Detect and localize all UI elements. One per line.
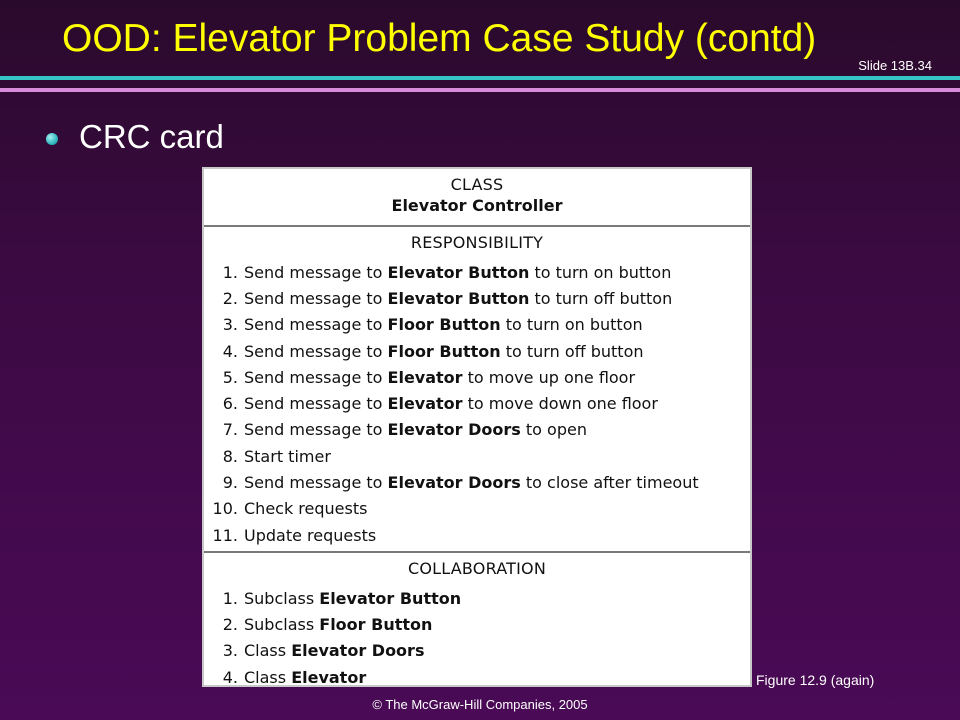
responsibility-item-number: 10. — [212, 499, 238, 519]
responsibility-item-text-plain: Send message to — [244, 315, 388, 335]
title-rule-pink — [0, 88, 960, 92]
responsibility-item-number: 6. — [222, 394, 238, 414]
collaboration-item — [204, 638, 750, 664]
copyright-footer: © The McGraw-Hill Companies, 2005 — [372, 697, 588, 712]
collaboration-item-text-bold: Floor Button — [319, 614, 433, 634]
collaboration-item — [204, 664, 750, 690]
responsibility-item — [204, 522, 750, 548]
collaboration-item-text-bold: Elevator Doors — [291, 641, 425, 661]
collaboration-item-number: 3. — [222, 641, 238, 661]
responsibility-item-text-plain: to turn off button — [500, 341, 644, 361]
responsibility-item-text — [244, 420, 587, 439]
responsibility-heading: RESPONSIBILITY — [410, 233, 544, 252]
crc-collaboration-section — [204, 553, 750, 685]
collaboration-item-text — [244, 641, 424, 660]
responsibility-item-text — [244, 473, 699, 492]
collaboration-item-text — [244, 589, 461, 608]
responsibility-item-text-plain: to turn on button — [529, 262, 672, 282]
collaboration-item-number: 2. — [222, 614, 238, 634]
responsibility-item-number: 2. — [222, 288, 238, 308]
figure-caption: Figure 12.9 (again) — [756, 672, 875, 688]
responsibility-item-text-plain: Send message to — [244, 473, 388, 493]
responsibility-item-number: 7. — [222, 420, 238, 440]
collaboration-item-text-plain: Class — [244, 641, 292, 661]
responsibility-item-text-plain: to turn off button — [529, 288, 673, 308]
responsibility-item-number: 4. — [222, 341, 238, 361]
responsibility-item — [204, 285, 750, 311]
responsibility-item-text-bold: Elevator Button — [387, 288, 530, 308]
responsibility-item-text-bold: Floor Button — [387, 315, 501, 335]
collaboration-heading: COLLABORATION — [407, 559, 547, 578]
collaboration-item-text-plain: Subclass — [244, 614, 320, 634]
collaboration-item-text — [244, 668, 366, 687]
responsibility-item — [204, 417, 750, 443]
collaboration-item-text-bold: Elevator — [291, 667, 367, 687]
responsibility-item-text-plain: Check requests — [244, 499, 368, 519]
slide-number: Slide 13B.34 — [858, 58, 932, 73]
responsibility-item-text-plain: to turn on button — [500, 315, 643, 335]
crc-card — [202, 167, 752, 687]
responsibility-item — [204, 469, 750, 495]
responsibility-list — [204, 259, 750, 548]
responsibility-item-text-bold: Floor Button — [387, 341, 501, 361]
responsibility-item-text-bold: Elevator — [387, 394, 463, 414]
collaboration-item-number: 1. — [222, 588, 238, 608]
collaboration-item-text-bold: Elevator Button — [319, 588, 462, 608]
responsibility-item — [204, 496, 750, 522]
responsibility-item-text-plain: Start timer — [244, 446, 331, 466]
collaboration-item-text-plain: Subclass — [244, 588, 320, 608]
collaboration-item — [204, 585, 750, 611]
class-heading: CLASS — [450, 175, 504, 194]
bullet-text: CRC card — [79, 118, 224, 155]
collaboration-item-number: 4. — [222, 667, 238, 687]
responsibility-item — [204, 259, 750, 285]
crc-responsibility-section — [204, 227, 750, 551]
responsibility-item-text-plain: to open — [520, 420, 587, 440]
responsibility-item-text-plain: Send message to — [244, 341, 388, 361]
responsibility-item-number: 9. — [222, 473, 238, 493]
responsibility-item-text-bold: Elevator Doors — [387, 473, 521, 493]
responsibility-item-text-plain: Send message to — [244, 394, 388, 414]
responsibility-item-text-plain: Send message to — [244, 420, 388, 440]
responsibility-item-text — [244, 368, 635, 387]
responsibility-item-number: 8. — [222, 446, 238, 466]
responsibility-item-text — [244, 263, 671, 282]
responsibility-item-number: 1. — [222, 262, 238, 282]
collaboration-item-text — [244, 615, 432, 634]
responsibility-item-text — [244, 394, 658, 413]
collaboration-item-text-plain: Class — [244, 667, 292, 687]
responsibility-item-text — [244, 499, 367, 518]
title-rule-cyan — [0, 76, 960, 80]
responsibility-item-text — [244, 289, 672, 308]
responsibility-item-number: 11. — [212, 525, 238, 545]
collaboration-list — [204, 585, 750, 690]
responsibility-item-text-bold: Elevator Doors — [387, 420, 521, 440]
responsibility-item-text-plain: Update requests — [244, 525, 377, 545]
responsibility-item-text-plain: Send message to — [244, 262, 388, 282]
responsibility-item — [204, 390, 750, 416]
responsibility-item — [204, 443, 750, 469]
responsibility-item-text-bold: Elevator — [387, 367, 463, 387]
responsibility-item-text — [244, 315, 643, 334]
responsibility-item-text — [244, 526, 376, 545]
collaboration-item — [204, 611, 750, 637]
responsibility-item-text-bold: Elevator Button — [387, 262, 530, 282]
responsibility-item-text-plain: to close after timeout — [520, 473, 699, 493]
responsibility-item-number: 5. — [222, 367, 238, 387]
responsibility-item — [204, 312, 750, 338]
bullet-dot-icon — [46, 133, 58, 145]
responsibility-item-text — [244, 447, 331, 466]
slide-title: OOD: Elevator Problem Case Study (contd) — [62, 17, 817, 60]
crc-class-section — [204, 169, 750, 225]
responsibility-item — [204, 364, 750, 390]
responsibility-item-text-plain: Send message to — [244, 367, 388, 387]
responsibility-item-text-plain: to move down one floor — [462, 394, 658, 414]
responsibility-item-text — [244, 342, 644, 361]
responsibility-item-text-plain: Send message to — [244, 288, 388, 308]
responsibility-item-text-plain: to move up one floor — [462, 367, 636, 387]
responsibility-item-number: 3. — [222, 315, 238, 335]
responsibility-item — [204, 338, 750, 364]
class-name: Elevator Controller — [391, 196, 563, 215]
